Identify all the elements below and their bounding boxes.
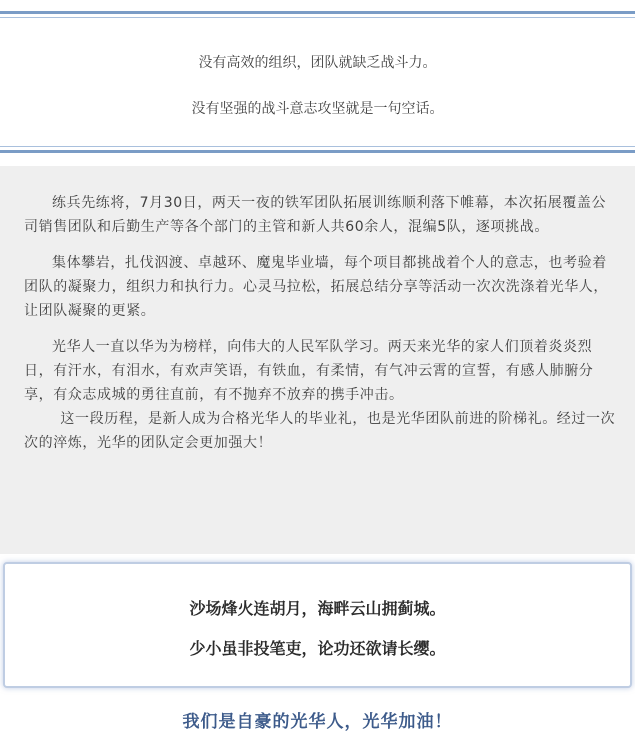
- poem-line-2: 少小虽非投笔吏，论功还欲请长缨。: [189, 639, 446, 658]
- top-divider-thin: [0, 17, 635, 18]
- closing-slogan: 我们是自豪的光华人，光华加油！: [182, 712, 453, 732]
- article-body: [24, 191, 616, 455]
- article-paragraph-3: 光华人一直以华为为榜样，向伟大的人民军队学习。两天来光华的家人们顶着炎炎烈日，有汗水，有泪水，有欢声笑语，有铁血，有柔情，有气冲云霄的宣誓，有感人肺腑分享，有众志成城的勇往直前，有不抛弃不放弃的携手冲击。: [24, 339, 594, 403]
- article-paragraph-4: 这一段历程，是新人成为合格光华人的毕业礼，也是光华团队前进的阶梯礼。经过一次次的淬炼，光华的团队定会更加强大！: [24, 411, 616, 451]
- poem-line-1: 沙场烽火连胡月，海畔云山拥蓟城。: [189, 599, 446, 618]
- article-paragraph-1: 练兵先练将，7月30日，两天一夜的铁军团队拓展训练顺利落下帷幕，本次拓展覆盖公司销售团队和后勤生产等各个部门的主管和新人共60余人，混编5队，逐项挑战。: [24, 195, 607, 235]
- intro-quote: [0, 52, 635, 120]
- article-section: [0, 166, 635, 554]
- intro-quote-line-1: 没有高效的组织，团队就缺乏战斗力。: [198, 55, 437, 71]
- intro-quote-line-2: 没有坚强的战斗意志攻坚就是一句空话。: [191, 101, 444, 117]
- top-divider-thick: [0, 11, 635, 14]
- poem-box: [3, 562, 632, 688]
- middle-divider-thin: [0, 146, 635, 147]
- article-paragraph-2: 集体攀岩，扎伐泅渡、卓越环、魔鬼毕业墙，每个项目都挑战着个人的意志，也考验着团队的凝聚力，组织力和执行力。心灵马拉松，拓展总结分享等活动一次次洗涤着光华人，让团队凝聚的更紧。: [24, 255, 608, 319]
- middle-divider-thick: [0, 150, 635, 153]
